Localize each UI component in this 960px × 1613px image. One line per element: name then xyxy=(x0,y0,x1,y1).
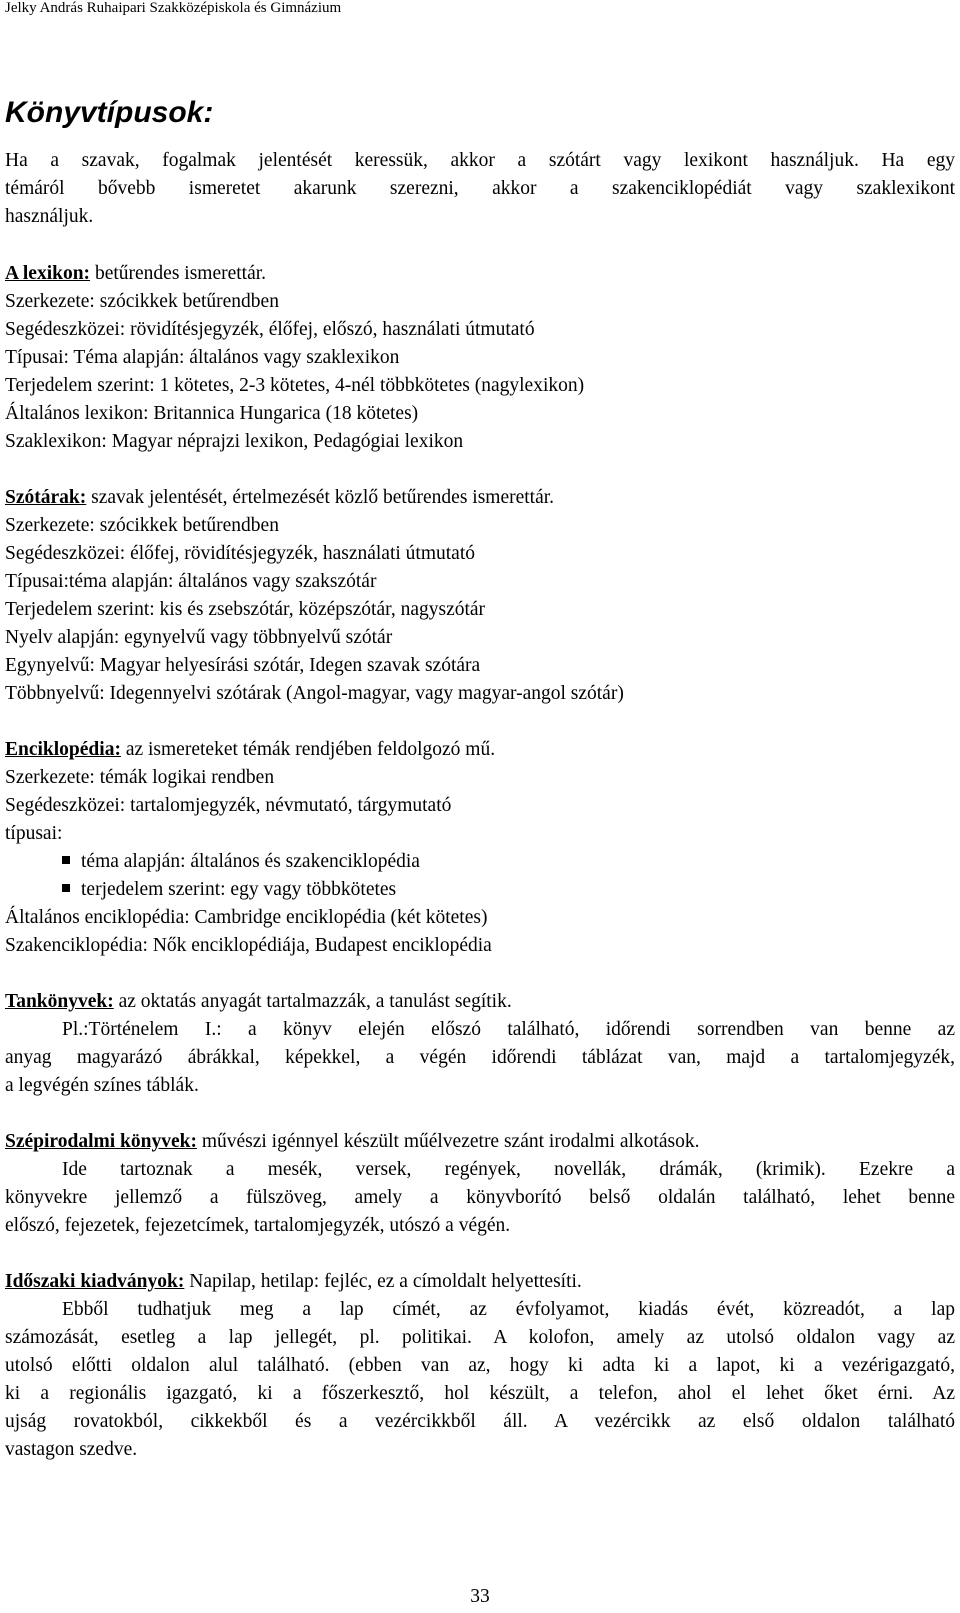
szotar-line: Többnyelvű: Idegennyelvi szótárak (Angol-magyar, vagy magyar-angol szótár) xyxy=(5,683,624,704)
idoszaki-line: utolsó előtti oldalon alul található. (ebben van az, hogy ki adta ki a lapot, ki a vezérigazgató, xyxy=(5,1355,955,1376)
tankonyv-line: Pl.:Történelem I.: a könyv elején előszó található, időrendi sorrendben van benne az xyxy=(62,1019,955,1040)
tankonyv-heading-rest: az oktatás anyagát tartalmazzák, a tanulást segítik. xyxy=(113,991,512,1012)
enciklopedia-heading: Enciklopédia: xyxy=(5,739,121,760)
intro-line-1: Ha a szavak, fogalmak jelentését keressük, akkor a szótárt vagy lexikont használjuk. Ha egy xyxy=(5,150,955,171)
szotar-line: Egynyelvű: Magyar helyesírási szótár, Idegen szavak szótára xyxy=(5,655,481,676)
page-title: Könyvtípusok: xyxy=(5,96,214,129)
enciklopedia-line: típusai: xyxy=(5,823,63,844)
szepirodalom-line: könyvekre jellemző a fülszöveg, amely a könyvborító belső oldalán található, lehet benne xyxy=(5,1187,955,1208)
szotar-line: Nyelv alapján: egynyelvű vagy többnyelvű szótár xyxy=(5,627,393,648)
bullet-item xyxy=(62,879,396,901)
idoszaki-line: számozását, esetleg a lap jellegét, pl. politikai. A kolofon, amely az utolsó oldalon vagy az xyxy=(5,1327,955,1348)
running-header: Jelky András Ruhaipari Szakközépiskola és Gimnázium xyxy=(5,0,342,16)
szotar-heading: Szótárak: xyxy=(5,487,87,508)
intro-line-2: témáról bővebb ismeretet akarunk szerezni, akkor a szakenciklopédiát vagy szaklexikont xyxy=(5,178,955,199)
szepirodalom-line: előszó, fejezetek, fejezetcímek, tartalomjegyzék, utószó a végén. xyxy=(5,1215,511,1236)
idoszaki-heading-rest: Napilap, hetilap: fejléc, ez a címoldalt helyettesíti. xyxy=(184,1271,582,1292)
lexikon-line: Típusai: Téma alapján: általános vagy szaklexikon xyxy=(5,347,400,368)
lexikon-heading-line xyxy=(5,263,955,285)
enciklopedia-line: Segédeszközei: tartalomjegyzék, névmutató, tárgymutató xyxy=(5,795,452,816)
szotar-line: Terjedelem szerint: kis és zsebszótár, középszótár, nagyszótár xyxy=(5,599,486,620)
enciklopedia-line: Szerkezete: témák logikai rendben xyxy=(5,767,275,788)
szotar-line: Szerkezete: szócikkek betűrendben xyxy=(5,515,279,536)
bullet-item xyxy=(62,851,420,873)
bullet-text: téma alapján: általános és szakenciklopédia xyxy=(81,851,420,872)
idoszaki-line: ujság rovatokból, cikkekből és a vezércikkből áll. A vezércikk az első oldalon található xyxy=(5,1411,955,1432)
intro-line-3: használjuk. xyxy=(5,206,94,227)
tankonyv-heading-line xyxy=(5,991,955,1013)
idoszaki-line: vastagon szedve. xyxy=(5,1439,138,1460)
szepirodalom-heading-rest: művészi igénnyel készült műélvezetre szánt irodalmi alkotások. xyxy=(196,1131,700,1152)
page-number: 33 xyxy=(470,1586,490,1607)
lexikon-line: Szaklexikon: Magyar néprajzi lexikon, Pedagógiai lexikon xyxy=(5,431,464,452)
szotar-line: Típusai:téma alapján: általános vagy szakszótár xyxy=(5,571,377,592)
square-bullet-icon xyxy=(62,884,70,892)
lexikon-line: Terjedelem szerint: 1 kötetes, 2-3 kötetes, 4-nél többkötetes (nagylexikon) xyxy=(5,375,585,396)
idoszaki-line: Ebből tudhatjuk meg a lap címét, az évfolyamot, kiadás évét, közreadót, a lap xyxy=(62,1299,955,1320)
tankonyv-heading: Tankönyvek: xyxy=(5,991,114,1012)
enciklopedia-heading-line xyxy=(5,739,955,761)
szepirodalom-heading-line xyxy=(5,1131,955,1153)
square-bullet-icon xyxy=(62,856,70,864)
szepirodalom-line: Ide tartoznak a mesék, versek, regények, novellák, drámák, (krimik). Ezekre a xyxy=(62,1159,955,1180)
enciklopedia-line: Szakenciklopédia: Nők enciklopédiája, Budapest enciklopédia xyxy=(5,935,492,956)
tankonyv-line: anyag magyarázó ábrákkal, képekkel, a végén időrendi táblázat van, majd a tartalomjegyzék, xyxy=(5,1047,955,1068)
idoszaki-heading: Időszaki kiadványok: xyxy=(5,1271,185,1292)
lexikon-line: Szerkezete: szócikkek betűrendben xyxy=(5,291,279,312)
szotar-heading-rest: szavak jelentését, értelmezését közlő betűrendes ismerettár. xyxy=(86,487,555,508)
idoszaki-heading-line xyxy=(5,1271,955,1293)
idoszaki-line: ki a regionális igazgató, ki a főszerkesztő, hol készült, a telefon, ahol el lehet őket érni. Az xyxy=(5,1383,955,1404)
enciklopedia-heading-rest: az ismereteket témák rendjében feldolgozó mű. xyxy=(120,739,496,760)
szepirodalom-heading: Szépirodalmi könyvek: xyxy=(5,1131,197,1152)
szotar-line: Segédeszközei: élőfej, rövidítésjegyzék, használati útmutató xyxy=(5,543,475,564)
bullet-text: terjedelem szerint: egy vagy többkötetes xyxy=(81,879,397,900)
szotar-heading-line xyxy=(5,487,955,509)
lexikon-line: Általános lexikon: Britannica Hungarica (18 kötetes) xyxy=(5,403,419,424)
lexikon-heading-rest: betűrendes ismerettár. xyxy=(90,263,267,284)
enciklopedia-line: Általános enciklopédia: Cambridge enciklopédia (két kötetes) xyxy=(5,907,488,928)
tankonyv-line: a legvégén színes táblák. xyxy=(5,1075,199,1096)
lexikon-heading: A lexikon: xyxy=(5,263,91,284)
lexikon-line: Segédeszközei: rövidítésjegyzék, élőfej, előszó, használati útmutató xyxy=(5,319,535,340)
